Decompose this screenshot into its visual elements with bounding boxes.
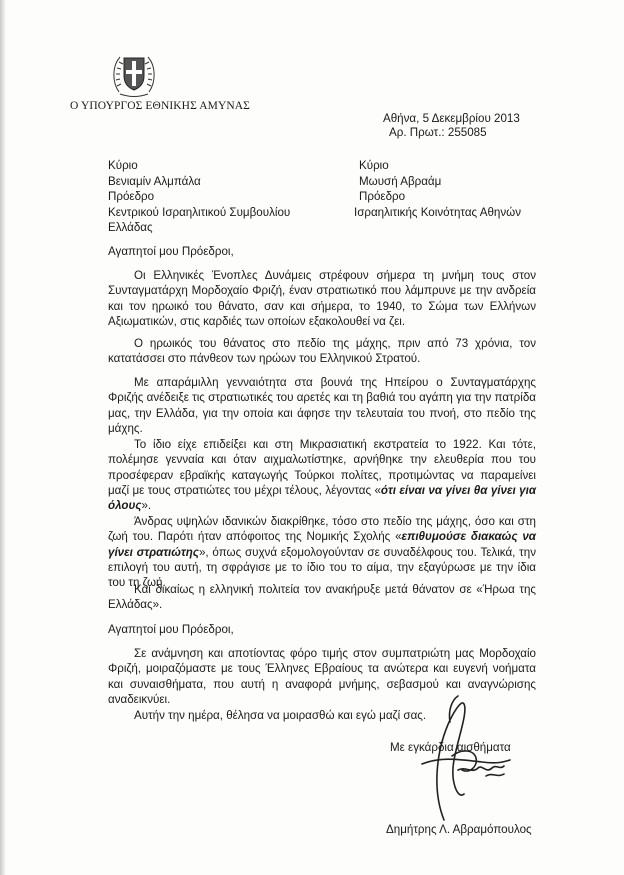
body-paragraph-1: [108, 268, 536, 329]
paragraph-text: Ο ηρωικός του θάνατος στο πεδίο της μάχης, πριν από 73 χρόνια, τον κατατάσσει στο πάνθεον των ηρώων του Ελληνικού Στρατού.: [108, 337, 536, 366]
recipient-left-line: Κύριο: [108, 159, 138, 172]
protocol-number: Αρ. Πρωτ.: 255085: [389, 126, 487, 139]
signatory-name: Δημήτρης Λ. Αβραμόπουλος: [386, 823, 532, 836]
body-paragraph-5: [108, 514, 536, 590]
recipient-right-line: Κύριο: [359, 159, 389, 172]
body-paragraph-4: [108, 437, 536, 513]
recipient-left-line: Ελλάδας: [108, 221, 153, 235]
paragraph-text: Σε ανάμνηση και αποτίοντας φόρο τιμής στον συμπατριώτη μας Μορδοχαίο Φριζή, μοιραζόμαστε με τους Έλληνες Εβραίους τα ανώτερα και ευγενή νοήματα και συναισθήματα, που αυτή η αναφορά μνήμης, σεβασμού και αναγνώρισης αναδεικνύει.: [108, 647, 536, 706]
paragraph-text: Οι Ελληνικές Ένοπλες Δυνάμεις στρέφουν σήμερα τη μνήμη τους στον Συνταγματάρχη Μορδοχαίο Φριζή, έναν στρατιωτικό που λάμπρυνε με την ανδρεία και τον ηρωικό του θάνατο, σαν και σήμερα, το 1940, το Σώμα των Ελλήνων Αξιωματικών, στις καρδιές των οποίων εξακολουθεί να ζει.: [108, 269, 536, 328]
body-paragraph-6: [108, 582, 536, 613]
recipient-right-name: Μωυσή Αβραάμ: [359, 174, 442, 188]
salutation-2: Αγαπητοί μου Πρόεδροι,: [108, 623, 234, 636]
paragraph-text-part: ».: [141, 499, 152, 513]
paragraph-text: [108, 437, 536, 513]
recipient-left-name: Βενιαμίν Αλμπάλα: [108, 174, 201, 188]
paragraph-text: Με απαράμιλλη γενναιότητα στα βουνά της Ηπείρου ο Συνταγματάρχης Φριζής ανέδειξε τις στρατιωτικές του αρετές και τη βαθιά του αγάπη για την πατρίδα μας, την Ελλάδα, για την οποία και άφησε την τελευταία του πνοή, στο πεδίο της μάχης.: [108, 376, 536, 435]
quote-text: επιθυμούσε διακαώς να γίνει στρατιώτης: [108, 530, 536, 559]
salutation: Αγαπητοί μου Πρόεδροι,: [108, 245, 234, 258]
recipient-left-line: Πρόεδρο: [108, 190, 155, 204]
recipient-right-line: Πρόεδρο: [359, 190, 406, 204]
paragraph-text-part: », όπως συχνά εξομολογούνταν σε συναδέλφους του. Τελικά, την επιλογή του αυτή, τη σφράγισε με το ίδιο του το αίμα, την εξαγύρωσε με την ίδια του τη ζωή.: [108, 545, 536, 590]
body-paragraph-2: [108, 336, 536, 367]
recipient-right-line: Ισραηλιτικής Κοινότητας Αθηνών: [354, 205, 521, 219]
place-date: Αθήνα, 5 Δεκεμβρίου 2013: [383, 112, 520, 125]
body-paragraph-3: [108, 375, 536, 436]
quote-text: ότι είναι να γίνει θα γίνει για όλους: [108, 483, 537, 513]
scan-edge-shadow: [0, 0, 6, 875]
recipient-right: [354, 158, 521, 220]
paragraph-text: Αυτήν την ημέρα, θέλησα να μοιρασθώ και εγώ μαζί σας.: [134, 709, 427, 722]
date-block: [383, 112, 520, 140]
handwritten-signature-icon: [392, 690, 542, 830]
ministry-letterhead: Ο ΥΠΟΥΡΓΟΣ ΕΘΝΙΚΗΣ ΑΜΥΝΑΣ: [70, 100, 250, 112]
paragraph-text-part: Άνδρας υψηλών ιδανικών διακρίθηκε, τόσο στο πεδίο της μάχης, όσο και στη ζωή του. Παρότι ήταν απόφοιτος της Νομικής Σχολής «: [108, 515, 536, 544]
paragraph-text: [108, 514, 536, 590]
paragraph-text-part: Το ίδιο είχε επιδείξει και στη Μικρασιατική εκστρατεία το 1922. Και τότε, πολέμησε γενναία και όταν αιχμαλωτίστηκε, αρνήθηκε την ελευθερία που του προσέφεραν εβραϊκής καταγωγής Τούρκοι πολίτες, προτιμώντας να παραμείνει μαζί με τους στρατιώτες του μέχρι τέλους, λέγοντας «: [108, 438, 536, 497]
closing-line: Με εγκάρδια αισθήματα: [390, 741, 511, 754]
recipient-left-line: Κεντρικού Ισραηλιτικού Συμβουλίου: [108, 205, 291, 219]
paragraph-text: Και δικαίως η ελληνική πολιτεία τον ανακήρυξε μετά θάνατον σε «Ήρωα της Ελλάδας».: [108, 583, 536, 612]
recipient-left: [108, 158, 290, 236]
greek-coat-of-arms-emblem-icon: [113, 52, 155, 98]
